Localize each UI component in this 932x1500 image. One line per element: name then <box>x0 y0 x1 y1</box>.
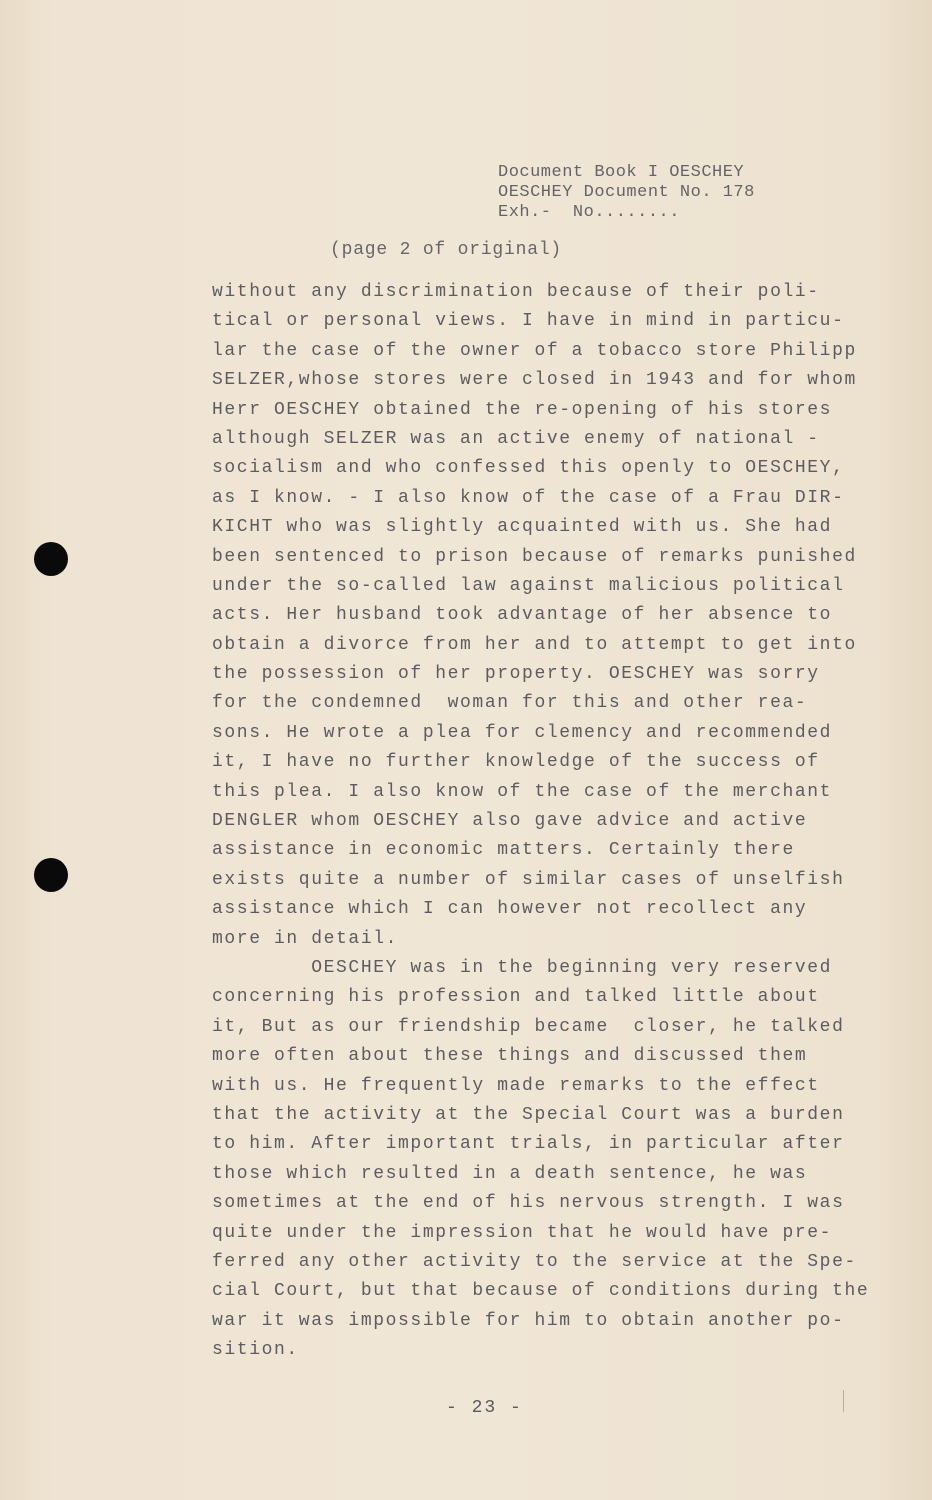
body-line: obtain a divorce from her and to attempt to get into <box>212 634 857 655</box>
document-body <box>212 278 870 1365</box>
body-line: to him. After important trials, in particular after <box>212 1134 845 1155</box>
body-line: it, But as our friendship became closer, he talked <box>212 1016 845 1037</box>
body-line: it, I have no further knowledge of the success of <box>212 752 820 773</box>
body-line: ferred any other activity to the service at the Spe- <box>212 1251 857 1272</box>
body-line: quite under the impression that he would have pre- <box>212 1222 833 1243</box>
page-number: - 23 - <box>446 1398 523 1418</box>
body-line: OESCHEY was in the beginning very reserved <box>212 957 833 978</box>
body-line: war it was impossible for him to obtain another po- <box>212 1310 845 1331</box>
body-line: that the activity at the Special Court was a burden <box>212 1104 845 1125</box>
body-line: although SELZER was an active enemy of national - <box>212 428 820 449</box>
body-line: this plea. I also know of the case of the merchant <box>212 781 833 802</box>
body-line: as I know. - I also know of the case of a Frau DIR- <box>212 487 845 508</box>
body-line: lar the case of the owner of a tobacco store Philipp <box>212 340 857 361</box>
header-book-line: Document Book I OESCHEY <box>498 163 745 182</box>
body-line: the possession of her property. OESCHEY was sorry <box>212 664 820 685</box>
body-line: assistance which I can however not recollect any <box>212 899 808 920</box>
body-line: sons. He wrote a plea for clemency and recommended <box>212 722 833 743</box>
punch-hole-upper <box>34 542 68 576</box>
body-line: sometimes at the end of his nervous strength. I was <box>212 1193 845 1214</box>
page-of-original-note: (page 2 of original) <box>330 240 563 260</box>
margin-mark <box>843 1390 844 1412</box>
body-line: under the so-called law against malicious political <box>212 575 845 596</box>
body-line: been sentenced to prison because of remarks punished <box>212 546 857 567</box>
body-line: those which resulted in a death sentence, he was <box>212 1163 808 1184</box>
body-line: Herr OESCHEY obtained the re-opening of his stores <box>212 399 833 420</box>
body-line: concerning his profession and talked little about <box>212 987 820 1008</box>
body-line: more in detail. <box>212 928 399 949</box>
body-line: acts. Her husband took advantage of her absence to <box>212 605 833 626</box>
body-line: cial Court, but that because of conditions during the <box>212 1281 870 1302</box>
body-line: without any discrimination because of their poli- <box>212 282 820 302</box>
punch-hole-lower <box>34 858 68 892</box>
body-line: DENGLER whom OESCHEY also gave advice and active <box>212 811 808 832</box>
body-line: exists quite a number of similar cases of unselfish <box>212 869 845 890</box>
document-header <box>498 163 755 223</box>
body-line: assistance in economic matters. Certainly there <box>212 840 795 861</box>
body-line: SELZER,whose stores were closed in 1943 and for whom <box>212 370 857 391</box>
header-document-number: OESCHEY Document No. 178 <box>498 183 755 202</box>
body-line: socialism and who confessed this openly to OESCHEY, <box>212 458 845 479</box>
body-line: tical or personal views. I have in mind in particu- <box>212 311 845 332</box>
body-line: KICHT who was slightly acquainted with us. She had <box>212 517 833 538</box>
body-line: sition. <box>212 1340 299 1361</box>
header-exhibit-number: Exh.- No........ <box>498 203 680 222</box>
body-line: more often about these things and discussed them <box>212 1046 808 1067</box>
body-line: with us. He frequently made remarks to the effect <box>212 1075 820 1096</box>
body-line: for the condemned woman for this and other rea- <box>212 693 808 714</box>
